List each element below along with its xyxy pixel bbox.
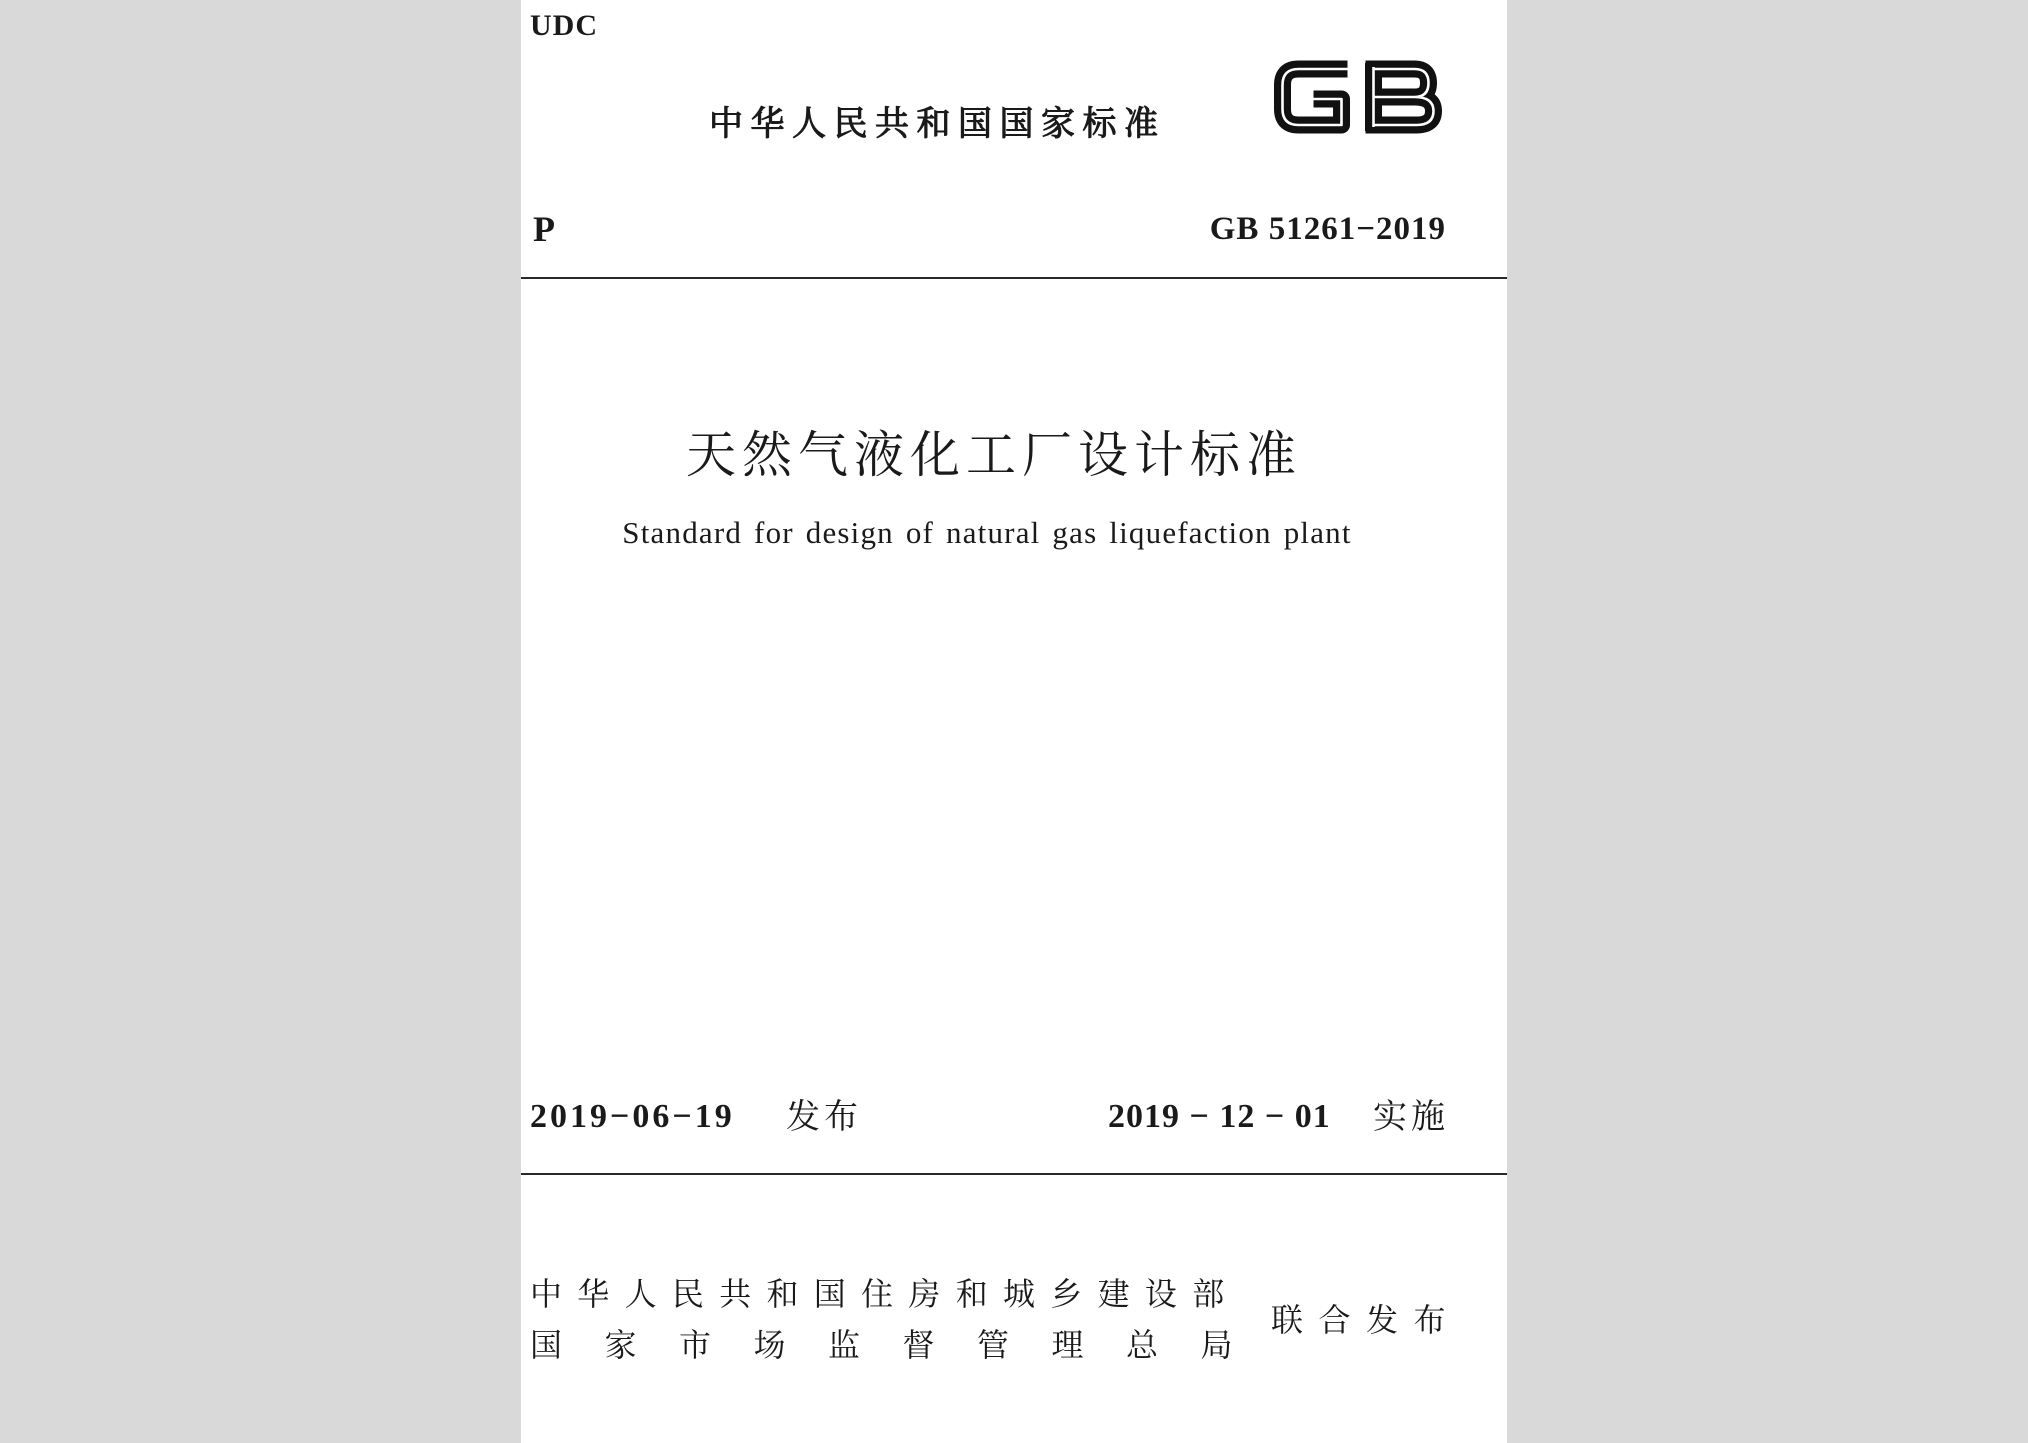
standard-number: GB 51261−2019 (1209, 211, 1446, 247)
top-divider (521, 277, 1507, 279)
joint-release-label: 联合发布 (1271, 1301, 1462, 1339)
bottom-divider (521, 1173, 1507, 1175)
issuer-ministry: 中华人民共和国住房和城乡建设部 (530, 1275, 1240, 1313)
title-chinese: 天然气液化工厂设计标准 (686, 426, 1302, 484)
gb-logo-letter-g (1283, 69, 1348, 125)
issuer-administration: 国家市场监督管理总局 (530, 1326, 1276, 1364)
national-standard-heading: 中华人民共和国国家标准 (709, 104, 1166, 144)
udc-label: UDC (530, 9, 598, 42)
gb-logo (1265, 52, 1446, 142)
title-english: Standard for design of natural gas liquefaction plant (622, 515, 1352, 550)
issue-date: 2019−06−19 (530, 1098, 735, 1135)
effective-label: 实施 (1373, 1097, 1449, 1137)
issue-label: 发布 (786, 1097, 862, 1137)
classification-code: P (533, 209, 555, 249)
document-cover-page (521, 0, 1507, 1443)
gb-logo-graphic (1265, 52, 1446, 142)
effective-date: 2019 − 12 − 01 (1108, 1098, 1331, 1135)
